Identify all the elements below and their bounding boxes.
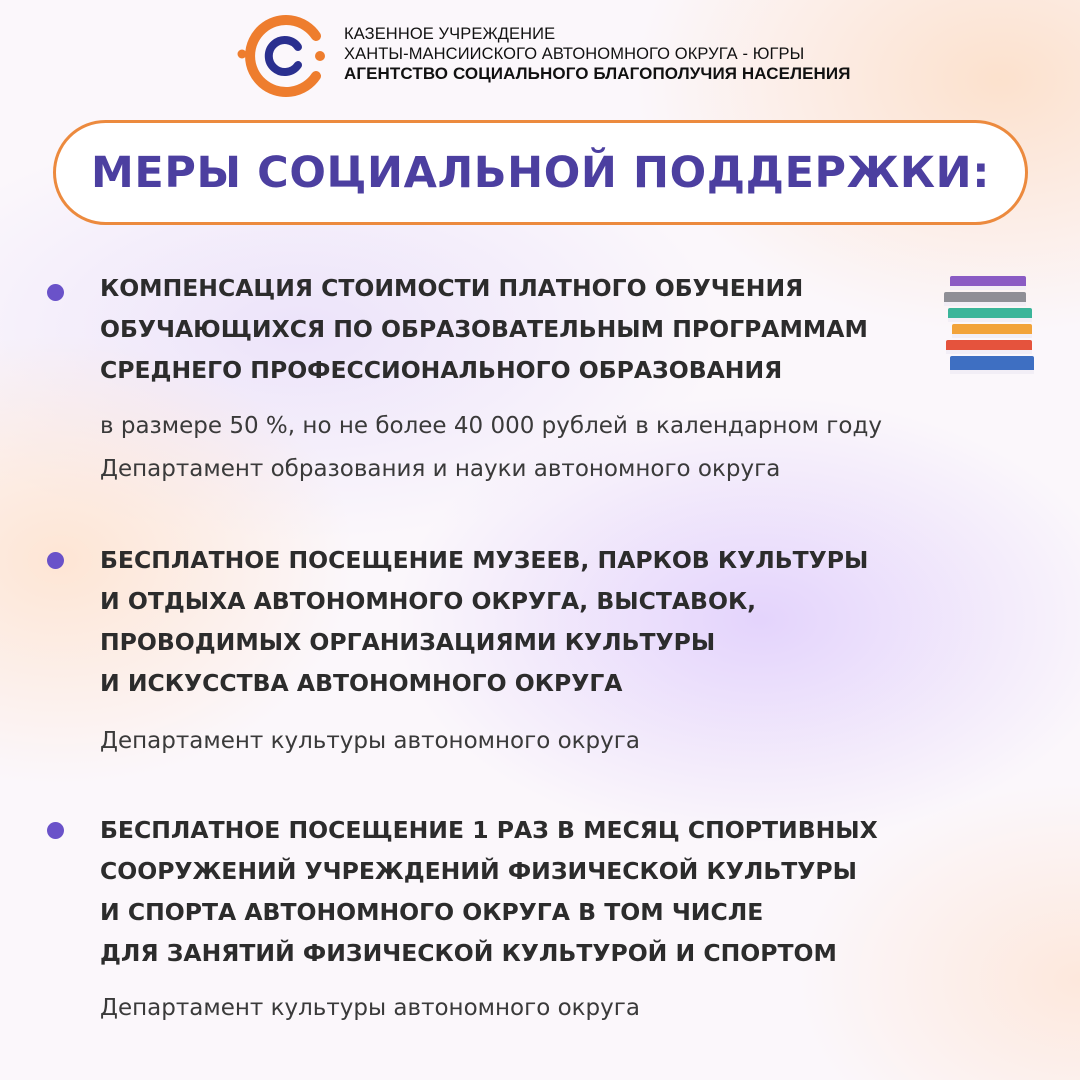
measure-1-department: Департамент образования и науки автономного округа — [100, 456, 781, 482]
measure-2-department: Департамент культуры автономного округа — [100, 728, 640, 754]
measure-3-title-line: СООРУЖЕНИЙ УЧРЕЖДЕНИЙ ФИЗИЧЕСКОЙ КУЛЬТУРЫ — [100, 857, 858, 885]
measure-3-department: Департамент культуры автономного округа — [100, 995, 640, 1021]
measure-2-title-line: БЕСПЛАТНОЕ ПОСЕЩЕНИЕ МУЗЕЕВ, ПАРКОВ КУЛЬТУРЫ — [100, 546, 869, 574]
measure-2-title-line: ПРОВОДИМЫХ ОРГАНИЗАЦИЯМИ КУЛЬТУРЫ — [100, 628, 716, 656]
org-line-3: АГЕНТСТВО СОЦИАЛЬНОГО БЛАГОПОЛУЧИЯ НАСЕЛЕНИЯ — [344, 64, 851, 83]
books-stack-icon — [940, 272, 1040, 388]
measure-2-title — [100, 540, 868, 704]
bullet-2 — [47, 552, 64, 569]
bullet-1 — [47, 284, 64, 301]
measure-1-title-line: СРЕДНЕГО ПРОФЕССИОНАЛЬНОГО ОБРАЗОВАНИЯ — [100, 356, 783, 384]
measure-2-title-line: И ИСКУССТВА АВТОНОМНОГО ОКРУГА — [100, 669, 623, 697]
measure-1-detail: в размере 50 %, но не более 40 000 рублей в календарном году — [100, 413, 882, 439]
page-title: МЕРЫ СОЦИАЛЬНОЙ ПОДДЕРЖКИ: — [90, 147, 991, 198]
bullet-3 — [47, 822, 64, 839]
measure-1-title-line: КОМПЕНСАЦИЯ СТОИМОСТИ ПЛАТНОГО ОБУЧЕНИЯ — [100, 274, 804, 302]
measure-3-title-line: И СПОРТА АВТОНОМНОГО ОКРУГА В ТОМ ЧИСЛЕ — [100, 898, 764, 926]
org-line-2: ХАНТЫ-МАНСИИСКОГО АВТОНОМНОГО ОКРУГА - ЮГРЫ — [344, 44, 805, 63]
measure-3-title-line: ДЛЯ ЗАНЯТИЙ ФИЗИЧЕСКОЙ КУЛЬТУРОЙ И СПОРТОМ — [100, 939, 837, 967]
measure-2-title-line: И ОТДЫХА АВТОНОМНОГО ОКРУГА, ВЫСТАВОК, — [100, 587, 757, 615]
measure-3-title — [100, 810, 878, 974]
organization-name — [344, 25, 851, 84]
org-line-1: КАЗЕННОЕ УЧРЕЖДЕНИЕ — [344, 25, 556, 43]
agency-logo-icon — [236, 14, 332, 98]
measure-1-title — [100, 268, 868, 391]
measure-1-title-line: ОБУЧАЮЩИХСЯ ПО ОБРАЗОВАТЕЛЬНЫМ ПРОГРАММАМ — [100, 315, 868, 343]
title-banner — [53, 120, 1028, 225]
header — [236, 14, 856, 98]
measure-3-title-line: БЕСПЛАТНОЕ ПОСЕЩЕНИЕ 1 РАЗ В МЕСЯЦ СПОРТИВНЫХ — [100, 816, 878, 844]
